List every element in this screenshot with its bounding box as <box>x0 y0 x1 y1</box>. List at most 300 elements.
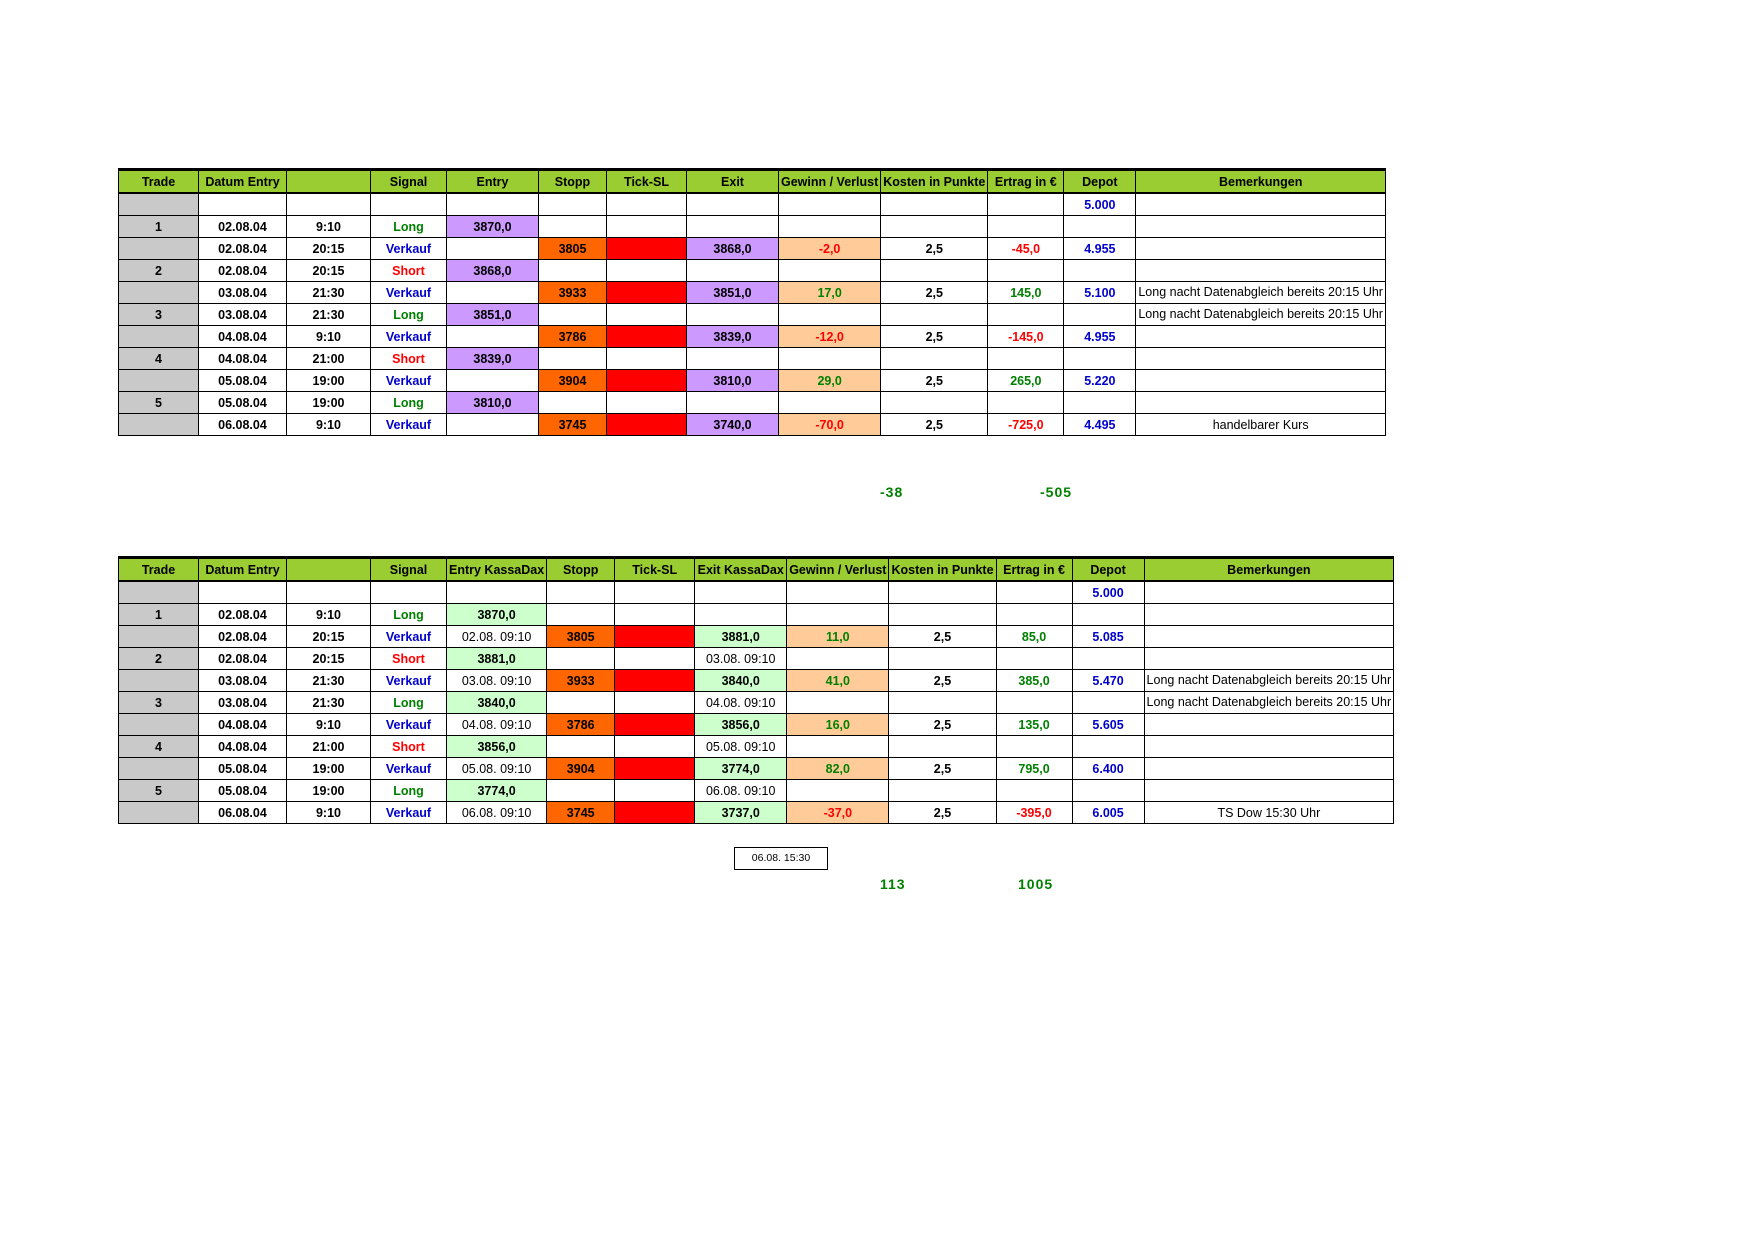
entry-value: 3810,0 <box>447 392 539 414</box>
trade-table-future <box>118 168 1386 436</box>
gewinn-verlust <box>787 780 889 802</box>
table-row <box>119 714 1394 736</box>
signal-cell: Long <box>371 304 447 326</box>
bemerkungen-cell <box>1144 780 1394 802</box>
entry-value <box>447 370 539 392</box>
stopp-value <box>539 304 607 326</box>
bemerkungen-cell <box>1144 626 1394 648</box>
signal-cell: Verkauf <box>371 414 447 436</box>
tick-sl-cell <box>615 758 695 780</box>
gewinn-verlust: 41,0 <box>787 670 889 692</box>
start-depot-row <box>119 581 1394 604</box>
gewinn-verlust: 29,0 <box>779 370 881 392</box>
stopp-value <box>547 648 615 670</box>
empty-cell <box>539 193 607 216</box>
exit-value <box>687 392 779 414</box>
header-cell-7: Exit KassaDax <box>695 558 787 582</box>
header-cell-5: Stopp <box>539 170 607 194</box>
stopp-value: 3745 <box>539 414 607 436</box>
ertrag-euro <box>988 260 1064 282</box>
table-header-row <box>119 170 1386 194</box>
entry-value <box>447 282 539 304</box>
empty-cell <box>199 581 287 604</box>
tick-sl-cell <box>615 626 695 648</box>
kosten-punkte: 2,5 <box>881 282 988 304</box>
table-row <box>119 260 1386 282</box>
entry-time: 20:15 <box>287 238 371 260</box>
entry-value <box>447 414 539 436</box>
signal-cell: Verkauf <box>371 282 447 304</box>
ertrag-euro: 85,0 <box>996 626 1072 648</box>
kosten-punkte: 2,5 <box>889 714 996 736</box>
entry-date: 02.08.04 <box>199 626 287 648</box>
trade-number <box>119 714 199 736</box>
bemerkungen-cell: Long nacht Datenabgleich bereits 20:15 Uhr <box>1144 670 1394 692</box>
empty-cell <box>988 193 1064 216</box>
total-punkte-kassadax: 113 <box>880 876 906 892</box>
ertrag-euro: -145,0 <box>988 326 1064 348</box>
entry-value: 3851,0 <box>447 304 539 326</box>
tick-sl-cell <box>615 802 695 824</box>
entry-time: 21:00 <box>287 348 371 370</box>
gewinn-verlust: -37,0 <box>787 802 889 824</box>
exit-value: 04.08. 09:10 <box>695 692 787 714</box>
table-row <box>119 692 1394 714</box>
trade-number: 1 <box>119 216 199 238</box>
depot-value: 4.495 <box>1064 414 1136 436</box>
entry-date: 06.08.04 <box>199 414 287 436</box>
entry-date: 05.08.04 <box>199 758 287 780</box>
tick-sl-cell <box>607 238 687 260</box>
ertrag-euro <box>996 736 1072 758</box>
entry-time: 19:00 <box>287 780 371 802</box>
depot-value <box>1072 604 1144 626</box>
table-row <box>119 604 1394 626</box>
ertrag-euro: 135,0 <box>996 714 1072 736</box>
tick-sl-cell <box>607 326 687 348</box>
exit-value: 3851,0 <box>687 282 779 304</box>
trade-number <box>119 238 199 260</box>
depot-value <box>1072 648 1144 670</box>
exit-value <box>687 216 779 238</box>
entry-date: 04.08.04 <box>199 326 287 348</box>
empty-cell <box>607 193 687 216</box>
trade-number <box>119 326 199 348</box>
entry-time: 9:10 <box>287 802 371 824</box>
bemerkungen-cell <box>1136 260 1386 282</box>
stopp-value: 3786 <box>539 326 607 348</box>
stopp-value <box>547 604 615 626</box>
stopp-value <box>539 260 607 282</box>
entry-value: 06.08. 09:10 <box>447 802 547 824</box>
trade-cell <box>119 193 199 216</box>
signal-cell: Short <box>371 736 447 758</box>
tick-sl-cell <box>615 670 695 692</box>
exit-value <box>695 604 787 626</box>
depot-value <box>1072 780 1144 802</box>
kosten-punkte: 2,5 <box>881 326 988 348</box>
ertrag-euro <box>996 604 1072 626</box>
header-cell-1: Datum Entry <box>199 558 287 582</box>
stopp-value: 3805 <box>547 626 615 648</box>
entry-date: 03.08.04 <box>199 282 287 304</box>
gewinn-verlust: 17,0 <box>779 282 881 304</box>
total-punkte-future: -38 <box>880 484 904 500</box>
stopp-value: 3904 <box>539 370 607 392</box>
ertrag-euro: -45,0 <box>988 238 1064 260</box>
signal-cell: Short <box>371 348 447 370</box>
entry-time: 9:10 <box>287 326 371 348</box>
empty-cell <box>447 193 539 216</box>
entry-value: 05.08. 09:10 <box>447 758 547 780</box>
entry-time: 21:30 <box>287 670 371 692</box>
signal-cell: Verkauf <box>371 326 447 348</box>
header-cell-2 <box>287 558 371 582</box>
signal-cell: Verkauf <box>371 670 447 692</box>
table-row <box>119 216 1386 238</box>
trade-table-kassadax-wrapper <box>118 556 1394 824</box>
signal-cell: Long <box>371 392 447 414</box>
depot-value <box>1064 216 1136 238</box>
kosten-punkte <box>889 736 996 758</box>
depot-value <box>1064 260 1136 282</box>
header-cell-10: Ertrag in € <box>996 558 1072 582</box>
trade-number: 3 <box>119 304 199 326</box>
kosten-punkte <box>881 304 988 326</box>
entry-value: 3870,0 <box>447 216 539 238</box>
start-depot-value: 5.000 <box>1072 581 1144 604</box>
header-cell-8: Gewinn / Verlust <box>779 170 881 194</box>
exit-value: 3868,0 <box>687 238 779 260</box>
gewinn-verlust <box>787 604 889 626</box>
bemerkungen-cell: TS Dow 15:30 Uhr <box>1144 802 1394 824</box>
kosten-punkte: 2,5 <box>881 414 988 436</box>
header-cell-12: Bemerkungen <box>1144 558 1394 582</box>
entry-time: 9:10 <box>287 714 371 736</box>
trade-number <box>119 802 199 824</box>
empty-cell <box>199 193 287 216</box>
stopp-value <box>539 216 607 238</box>
trade-table-kassadax <box>118 556 1394 824</box>
tick-sl-cell <box>607 216 687 238</box>
table-row <box>119 238 1386 260</box>
trade-number: 3 <box>119 692 199 714</box>
bemerkungen-cell <box>1136 193 1386 216</box>
entry-date: 04.08.04 <box>199 714 287 736</box>
header-cell-8: Gewinn / Verlust <box>787 558 889 582</box>
trade-number: 4 <box>119 736 199 758</box>
entry-time: 19:00 <box>287 392 371 414</box>
depot-value: 5.220 <box>1064 370 1136 392</box>
depot-value <box>1072 692 1144 714</box>
stopp-value <box>547 692 615 714</box>
bemerkungen-cell <box>1136 392 1386 414</box>
signal-cell: Verkauf <box>371 370 447 392</box>
trade-number <box>119 626 199 648</box>
entry-time: 20:15 <box>287 648 371 670</box>
entry-date: 02.08.04 <box>199 260 287 282</box>
gewinn-verlust: 11,0 <box>787 626 889 648</box>
bemerkungen-cell <box>1144 736 1394 758</box>
entry-time: 19:00 <box>287 370 371 392</box>
kosten-punkte <box>881 216 988 238</box>
ertrag-euro: 265,0 <box>988 370 1064 392</box>
gewinn-verlust: 16,0 <box>787 714 889 736</box>
entry-date: 02.08.04 <box>199 216 287 238</box>
empty-cell <box>687 193 779 216</box>
depot-value: 4.955 <box>1064 238 1136 260</box>
empty-cell <box>547 581 615 604</box>
kosten-punkte: 2,5 <box>881 238 988 260</box>
ertrag-euro <box>996 648 1072 670</box>
table-row <box>119 304 1386 326</box>
gewinn-verlust <box>779 216 881 238</box>
bemerkungen-cell <box>1136 370 1386 392</box>
entry-date: 02.08.04 <box>199 604 287 626</box>
trade-number <box>119 370 199 392</box>
signal-cell: Verkauf <box>371 802 447 824</box>
signal-cell: Short <box>371 260 447 282</box>
tick-sl-cell <box>615 692 695 714</box>
trade-number: 4 <box>119 348 199 370</box>
kosten-punkte <box>889 604 996 626</box>
trade-number: 5 <box>119 780 199 802</box>
entry-time: 21:00 <box>287 736 371 758</box>
signal-cell: Verkauf <box>371 626 447 648</box>
header-cell-3: Signal <box>371 558 447 582</box>
signal-cell: Verkauf <box>371 238 447 260</box>
header-cell-4: Entry <box>447 170 539 194</box>
gewinn-verlust <box>787 736 889 758</box>
gewinn-verlust: -12,0 <box>779 326 881 348</box>
stopp-value: 3786 <box>547 714 615 736</box>
kosten-punkte: 2,5 <box>889 758 996 780</box>
depot-value: 6.400 <box>1072 758 1144 780</box>
table-row <box>119 348 1386 370</box>
exit-value: 03.08. 09:10 <box>695 648 787 670</box>
table-row <box>119 370 1386 392</box>
entry-time: 21:30 <box>287 304 371 326</box>
kosten-punkte: 2,5 <box>889 802 996 824</box>
kosten-punkte <box>889 692 996 714</box>
entry-value <box>447 238 539 260</box>
table-row <box>119 392 1386 414</box>
empty-cell <box>371 193 447 216</box>
gewinn-verlust <box>779 304 881 326</box>
tick-sl-cell <box>607 370 687 392</box>
total-ertrag-future: -505 <box>1040 484 1073 500</box>
exit-value: 3840,0 <box>695 670 787 692</box>
entry-value: 3881,0 <box>447 648 547 670</box>
signal-cell: Verkauf <box>371 758 447 780</box>
header-cell-6: Tick-SL <box>607 170 687 194</box>
header-cell-10: Ertrag in € <box>988 170 1064 194</box>
exit-value: 3881,0 <box>695 626 787 648</box>
exit-value <box>687 260 779 282</box>
exit-value <box>687 348 779 370</box>
trade-number <box>119 758 199 780</box>
table-header-row <box>119 558 1394 582</box>
tick-sl-cell <box>607 348 687 370</box>
stopp-value <box>539 392 607 414</box>
entry-value: 3839,0 <box>447 348 539 370</box>
bemerkungen-cell <box>1136 326 1386 348</box>
exit-value: 3856,0 <box>695 714 787 736</box>
total-ertrag-kassadax: 1005 <box>1018 876 1054 892</box>
depot-value <box>1072 736 1144 758</box>
empty-cell <box>287 581 371 604</box>
extra-exit-time-cell: 06.08. 15:30 <box>734 847 828 870</box>
ertrag-euro: 145,0 <box>988 282 1064 304</box>
gewinn-verlust <box>779 348 881 370</box>
kosten-punkte <box>881 348 988 370</box>
entry-date: 02.08.04 <box>199 648 287 670</box>
exit-value: 3774,0 <box>695 758 787 780</box>
tick-sl-cell <box>615 736 695 758</box>
entry-date: 06.08.04 <box>199 802 287 824</box>
trade-cell <box>119 581 199 604</box>
kosten-punkte <box>881 392 988 414</box>
stopp-value <box>547 780 615 802</box>
gewinn-verlust: -2,0 <box>779 238 881 260</box>
header-cell-11: Depot <box>1064 170 1136 194</box>
entry-date: 04.08.04 <box>199 736 287 758</box>
header-cell-5: Stopp <box>547 558 615 582</box>
depot-value: 5.605 <box>1072 714 1144 736</box>
entry-value <box>447 326 539 348</box>
kosten-punkte: 2,5 <box>889 670 996 692</box>
empty-cell <box>371 581 447 604</box>
ertrag-euro <box>988 216 1064 238</box>
exit-value: 3810,0 <box>687 370 779 392</box>
header-cell-12: Bemerkungen <box>1136 170 1386 194</box>
header-cell-1: Datum Entry <box>199 170 287 194</box>
entry-date: 05.08.04 <box>199 780 287 802</box>
entry-date: 04.08.04 <box>199 348 287 370</box>
stopp-value: 3805 <box>539 238 607 260</box>
tick-sl-cell <box>615 648 695 670</box>
tick-sl-cell <box>615 780 695 802</box>
empty-cell <box>779 193 881 216</box>
entry-value: 3856,0 <box>447 736 547 758</box>
gewinn-verlust <box>787 648 889 670</box>
tick-sl-cell <box>615 604 695 626</box>
trade-number <box>119 414 199 436</box>
kosten-punkte <box>881 260 988 282</box>
gewinn-verlust: -70,0 <box>779 414 881 436</box>
entry-time: 20:15 <box>287 626 371 648</box>
depot-value: 5.470 <box>1072 670 1144 692</box>
bemerkungen-cell <box>1144 581 1394 604</box>
ertrag-euro: 385,0 <box>996 670 1072 692</box>
gewinn-verlust <box>779 260 881 282</box>
entry-time: 19:00 <box>287 758 371 780</box>
table-row <box>119 670 1394 692</box>
exit-value: 3740,0 <box>687 414 779 436</box>
empty-cell <box>787 581 889 604</box>
tick-sl-cell <box>607 414 687 436</box>
header-cell-3: Signal <box>371 170 447 194</box>
entry-time: 21:30 <box>287 692 371 714</box>
signal-cell: Long <box>371 216 447 238</box>
depot-value: 5.100 <box>1064 282 1136 304</box>
ertrag-euro: -725,0 <box>988 414 1064 436</box>
empty-cell <box>881 193 988 216</box>
bemerkungen-cell <box>1144 714 1394 736</box>
table-row <box>119 414 1386 436</box>
signal-cell: Long <box>371 780 447 802</box>
empty-cell <box>996 581 1072 604</box>
entry-time: 21:30 <box>287 282 371 304</box>
table-row <box>119 648 1394 670</box>
tick-sl-cell <box>607 282 687 304</box>
entry-value: 02.08. 09:10 <box>447 626 547 648</box>
depot-value: 5.085 <box>1072 626 1144 648</box>
trade-table-future-wrapper <box>118 168 1386 436</box>
trade-number: 2 <box>119 260 199 282</box>
empty-cell <box>447 581 547 604</box>
table-row <box>119 780 1394 802</box>
trade-number <box>119 282 199 304</box>
gewinn-verlust <box>779 392 881 414</box>
empty-cell <box>695 581 787 604</box>
start-depot-row <box>119 193 1386 216</box>
exit-value <box>687 304 779 326</box>
stopp-value <box>539 348 607 370</box>
gewinn-verlust: 82,0 <box>787 758 889 780</box>
entry-value: 3774,0 <box>447 780 547 802</box>
entry-time: 9:10 <box>287 414 371 436</box>
trade-number: 1 <box>119 604 199 626</box>
entry-value: 04.08. 09:10 <box>447 714 547 736</box>
kosten-punkte: 2,5 <box>889 626 996 648</box>
bemerkungen-cell <box>1144 758 1394 780</box>
ertrag-euro <box>988 304 1064 326</box>
kosten-punkte <box>889 648 996 670</box>
entry-value: 3870,0 <box>447 604 547 626</box>
stopp-value: 3904 <box>547 758 615 780</box>
header-cell-9: Kosten in Punkte <box>889 558 996 582</box>
signal-cell: Long <box>371 604 447 626</box>
entry-time: 9:10 <box>287 604 371 626</box>
table-row <box>119 282 1386 304</box>
empty-cell <box>615 581 695 604</box>
tick-sl-cell <box>607 392 687 414</box>
header-cell-9: Kosten in Punkte <box>881 170 988 194</box>
bemerkungen-cell <box>1144 648 1394 670</box>
bemerkungen-cell: Long nacht Datenabgleich bereits 20:15 Uhr <box>1144 692 1394 714</box>
entry-value: 03.08. 09:10 <box>447 670 547 692</box>
ertrag-euro <box>996 780 1072 802</box>
bemerkungen-cell <box>1136 348 1386 370</box>
signal-cell: Short <box>371 648 447 670</box>
empty-cell <box>287 193 371 216</box>
bemerkungen-cell: Long nacht Datenabgleich bereits 20:15 Uhr <box>1136 304 1386 326</box>
stopp-value: 3745 <box>547 802 615 824</box>
kosten-punkte <box>889 780 996 802</box>
entry-time: 9:10 <box>287 216 371 238</box>
trade-number: 2 <box>119 648 199 670</box>
entry-value: 3868,0 <box>447 260 539 282</box>
bemerkungen-cell: handelbarer Kurs <box>1136 414 1386 436</box>
header-cell-0: Trade <box>119 170 199 194</box>
exit-value: 3839,0 <box>687 326 779 348</box>
stopp-value <box>547 736 615 758</box>
exit-value: 06.08. 09:10 <box>695 780 787 802</box>
bemerkungen-cell <box>1136 216 1386 238</box>
exit-value: 3737,0 <box>695 802 787 824</box>
entry-date: 02.08.04 <box>199 238 287 260</box>
